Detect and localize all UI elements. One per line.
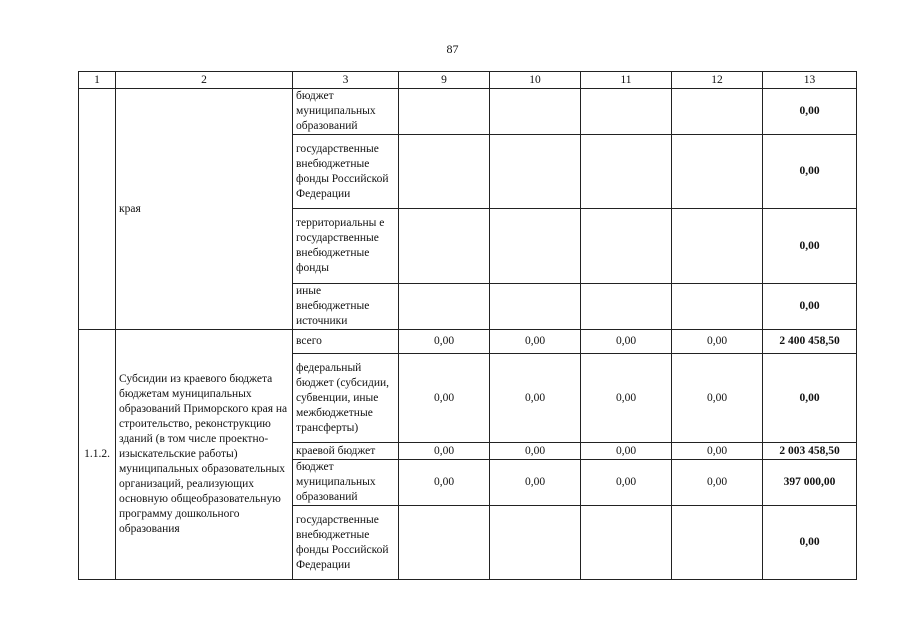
value-cell-10 — [490, 209, 581, 284]
column-header: 12 — [672, 72, 763, 89]
value-cell-12 — [672, 135, 763, 209]
funding-source-cell: федеральный бюджет (субсидии, субвенции, иные межбюджетные трансферты) — [293, 354, 399, 443]
funding-source-cell: государственные внебюджетные фонды Российской Федерации — [293, 506, 399, 580]
funding-source-cell: территориальны е государственные внебюджетные фонды — [293, 209, 399, 284]
row-number-cell — [79, 89, 116, 330]
value-cell-9 — [399, 135, 490, 209]
value-cell-9 — [399, 209, 490, 284]
value-cell-11 — [581, 89, 672, 135]
total-cell-13: 2 400 458,50 — [763, 330, 857, 354]
value-cell-12 — [672, 506, 763, 580]
value-cell-12: 0,00 — [672, 354, 763, 443]
total-cell-13: 0,00 — [763, 354, 857, 443]
funding-source-cell: государственные внебюджетные фонды Российской Федерации — [293, 135, 399, 209]
value-cell-9: 0,00 — [399, 460, 490, 506]
funding-source-cell: краевой бюджет — [293, 443, 399, 460]
value-cell-10: 0,00 — [490, 460, 581, 506]
value-cell-12: 0,00 — [672, 460, 763, 506]
total-cell-13: 0,00 — [763, 89, 857, 135]
value-cell-11: 0,00 — [581, 443, 672, 460]
funding-source-cell: бюджет муниципальных образований — [293, 460, 399, 506]
value-cell-12: 0,00 — [672, 330, 763, 354]
value-cell-9 — [399, 284, 490, 330]
total-cell-13: 0,00 — [763, 135, 857, 209]
column-header: 9 — [399, 72, 490, 89]
value-cell-11 — [581, 284, 672, 330]
table-row — [79, 330, 857, 354]
page-number: 87 — [446, 42, 459, 56]
total-cell-13: 0,00 — [763, 506, 857, 580]
value-cell-9: 0,00 — [399, 354, 490, 443]
value-cell-10: 0,00 — [490, 330, 581, 354]
activity-name-cell: Субсидии из краевого бюджета бюджетам муниципальных образований Приморского края на строительство, реконструкцию зданий (в том числе проектно-изыскательские работы) муниципальных образовательных организаций, реализующих основную общеобразовательную программу дошкольного образования — [116, 330, 293, 580]
value-cell-12 — [672, 284, 763, 330]
value-cell-11 — [581, 209, 672, 284]
funding-source-cell: иные внебюджетные источники — [293, 284, 399, 330]
value-cell-9: 0,00 — [399, 330, 490, 354]
table-row — [79, 89, 857, 135]
funding-source-cell: бюджет муниципальных образований — [293, 89, 399, 135]
row-number-cell: 1.1.2. — [79, 330, 116, 580]
value-cell-11 — [581, 135, 672, 209]
column-header: 2 — [116, 72, 293, 89]
column-header: 13 — [763, 72, 857, 89]
column-header: 10 — [490, 72, 581, 89]
value-cell-10: 0,00 — [490, 354, 581, 443]
column-header: 3 — [293, 72, 399, 89]
value-cell-12 — [672, 209, 763, 284]
value-cell-11: 0,00 — [581, 460, 672, 506]
budget-table — [78, 71, 857, 580]
value-cell-10 — [490, 284, 581, 330]
value-cell-11 — [581, 506, 672, 580]
value-cell-9: 0,00 — [399, 443, 490, 460]
column-header: 11 — [581, 72, 672, 89]
header-row — [79, 72, 857, 89]
funding-source-cell: всего — [293, 330, 399, 354]
total-cell-13: 0,00 — [763, 284, 857, 330]
activity-name-cell: края — [116, 89, 293, 330]
value-cell-10 — [490, 89, 581, 135]
value-cell-10 — [490, 506, 581, 580]
value-cell-9 — [399, 506, 490, 580]
value-cell-10: 0,00 — [490, 443, 581, 460]
total-cell-13: 2 003 458,50 — [763, 443, 857, 460]
value-cell-11: 0,00 — [581, 330, 672, 354]
value-cell-9 — [399, 89, 490, 135]
value-cell-12 — [672, 89, 763, 135]
total-cell-13: 0,00 — [763, 209, 857, 284]
column-header: 1 — [79, 72, 116, 89]
value-cell-12: 0,00 — [672, 443, 763, 460]
value-cell-10 — [490, 135, 581, 209]
total-cell-13: 397 000,00 — [763, 460, 857, 506]
value-cell-11: 0,00 — [581, 354, 672, 443]
